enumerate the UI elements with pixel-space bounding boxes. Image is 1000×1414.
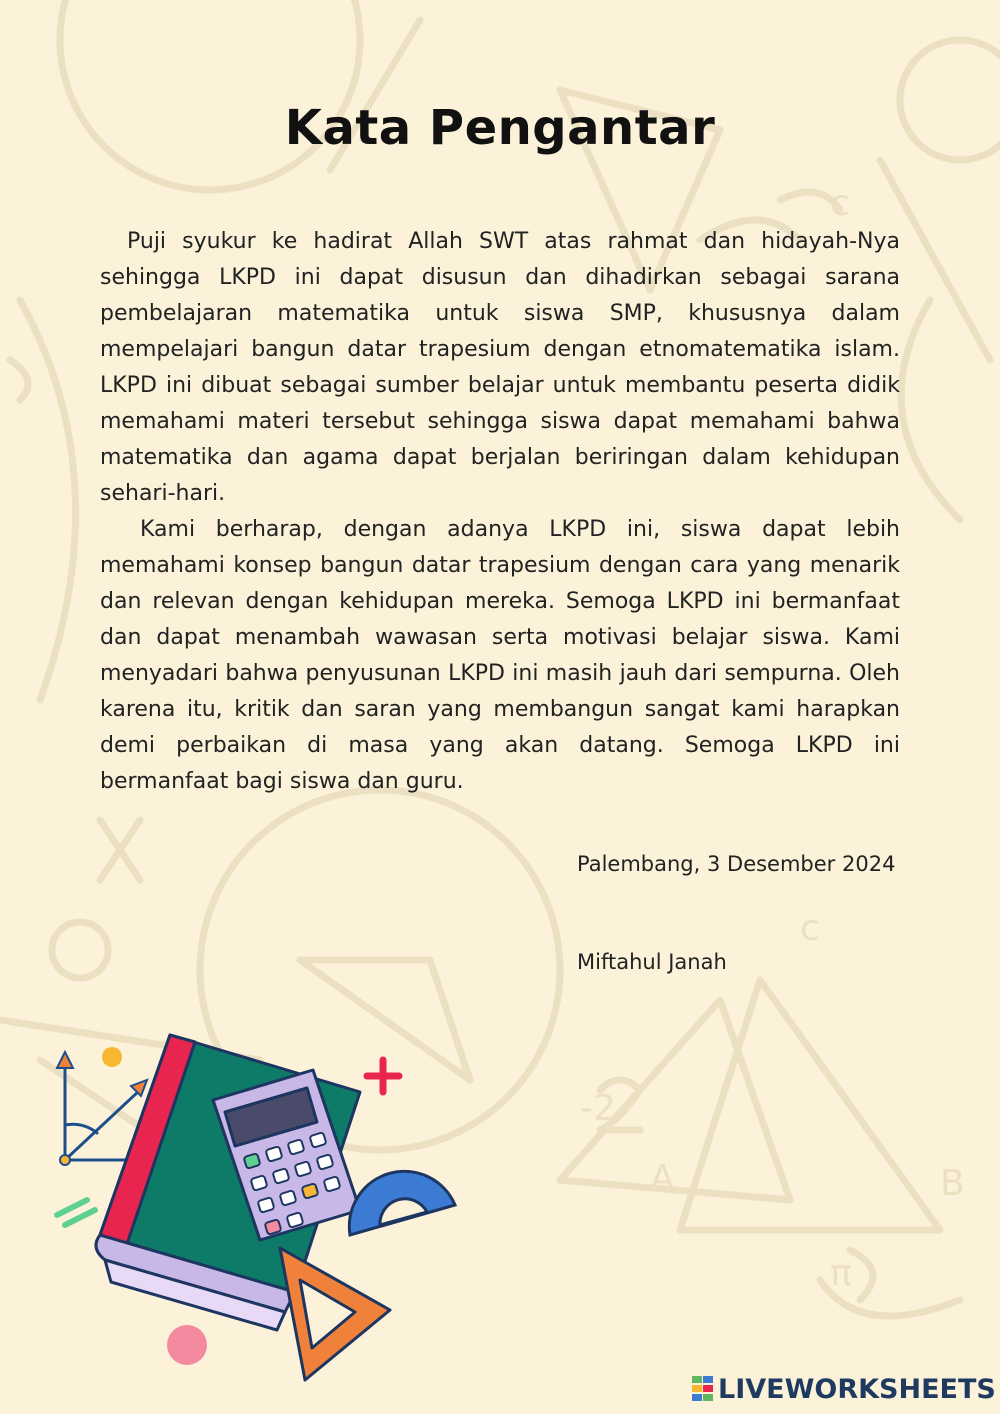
body-text [100, 224, 900, 800]
svg-text:c: c [800, 908, 820, 949]
liveworksheets-logo-icon [692, 1376, 714, 1402]
svg-text:A: A [650, 1158, 675, 1199]
paragraph-2: Kami berharap, dengan adanya LKPD ini, siswa dapat lebih memahami konsep bangun datar trapesium dengan cara yang menarik dan relevan dengan kehidupan mereka. Semoga LKPD ini bermanfaat dan dapat menambah wawasan serta motivasi belajar siswa. Kami menyadari bahwa penyusunan LKPD ini masih jauh dari sempurna. Oleh karena itu, kritik dan saran yang membangun sangat kami harapkan demi perbaikan di masa yang akan datang. Semoga LKPD ini bermanfaat bagi siswa dan guru. [100, 517, 900, 794]
brand-logo[interactable] [692, 1373, 996, 1405]
paragraph-1: Puji syukur ke hadirat Allah SWT atas rahmat dan hidayah-Nya sehingga LKPD ini dapat disusun dan dihadirkan sebagai sarana pembelajaran matematika untuk siswa SMP, khususnya dalam mempelajari bangun datar trapesium dengan etnomatematika islam. LKPD ini dibuat sebagai sumber belajar untuk membantu peserta didik memahami materi tersebut sehingga siswa dapat memahami bahwa matematika dan agama dapat berjalan beriringan dalam kehidupan sehari-hari. [100, 229, 900, 506]
svg-text:π: π [830, 1253, 852, 1294]
page-title: Kata Pengantar [284, 100, 716, 156]
brand-name: LIVEWORKSHEETS [718, 1373, 996, 1405]
svg-text:-2: -2 [580, 1088, 616, 1129]
place-date: Palembang, 3 Desember 2024 [577, 852, 896, 876]
svg-text:c: c [830, 183, 850, 224]
svg-text:B: B [940, 1163, 965, 1204]
math-supplies-illustration [45, 1030, 475, 1390]
author-name: Miftahul Janah [577, 950, 727, 974]
